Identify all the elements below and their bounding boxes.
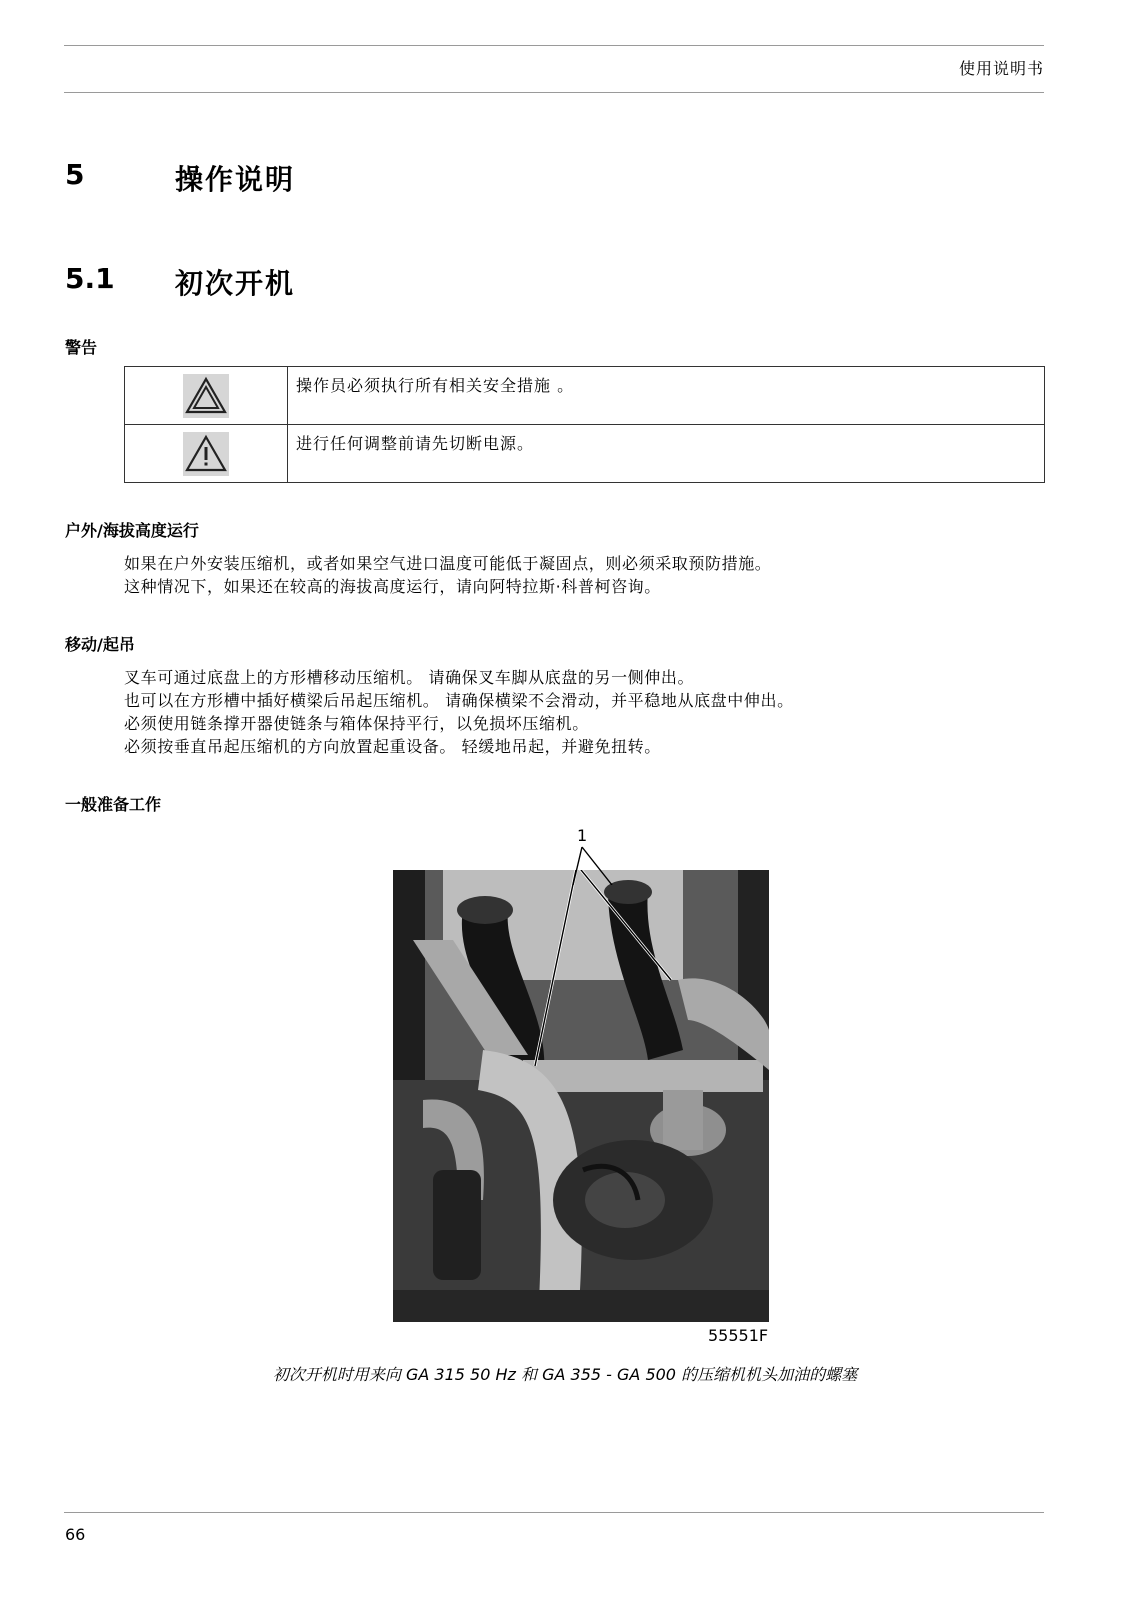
chapter-number: 5 (65, 158, 85, 191)
outdoor-paragraph (124, 552, 771, 598)
header-top-rule (64, 45, 1044, 46)
callout-leader-lines (483, 835, 703, 885)
exclamation-warning-icon (183, 432, 229, 476)
page-number: 66 (65, 1525, 86, 1544)
text-line: 必须按垂直吊起压缩机的方向放置起重设备。 轻缓地吊起，并避免扭转。 (124, 737, 661, 756)
warning-text: 进行任何调整前请先切断电源。 (288, 425, 1045, 483)
warning-heading: 警告 (65, 338, 98, 357)
text-line: 如果在户外安装压缩机，或者如果空气进口温度可能低于凝固点，则必须采取预防措施。 (124, 554, 772, 573)
caution-triangle-icon (183, 374, 229, 418)
compressor-photo (393, 870, 769, 1322)
text-line: 这种情况下，如果还在较高的海拔高度运行，请向阿特拉斯·科普柯咨询。 (124, 577, 661, 596)
text-line: 叉车可通过底盘上的方形槽移动压缩机。 请确保叉车脚从底盘的另一侧伸出。 (124, 668, 695, 687)
footer-rule (64, 1512, 1044, 1513)
warning-row (125, 367, 1045, 425)
section-title: 初次开机 (175, 267, 296, 300)
general-prep-heading: 一般准备工作 (65, 795, 162, 814)
warning-row (125, 425, 1045, 483)
callout-number: 1 (577, 826, 588, 845)
moving-heading: 移动/起吊 (65, 635, 135, 654)
moving-paragraph (124, 666, 794, 758)
figure-caption: 初次开机时用来向 GA 315 50 Hz 和 GA 355 - GA 500 的压缩机机头加油的螺塞 (272, 1365, 858, 1384)
text-line: 也可以在方形槽中插好横梁后吊起压缩机。 请确保横梁不会滑动，并平稳地从底盘中伸出。 (124, 691, 794, 710)
chapter-title: 操作说明 (175, 163, 296, 196)
warning-table (124, 366, 1045, 483)
text-line: 必须使用链条撑开器使链条与箱体保持平行，以免损坏压缩机。 (124, 714, 589, 733)
document-title: 使用说明书 (958, 59, 1044, 78)
image-code: 55551F (708, 1326, 769, 1345)
warning-text: 操作员必须执行所有相关安全措施 。 (288, 367, 1045, 425)
header-bottom-rule (64, 92, 1044, 93)
section-number: 5.1 (65, 262, 115, 295)
outdoor-heading: 户外/海拔高度运行 (65, 521, 199, 540)
